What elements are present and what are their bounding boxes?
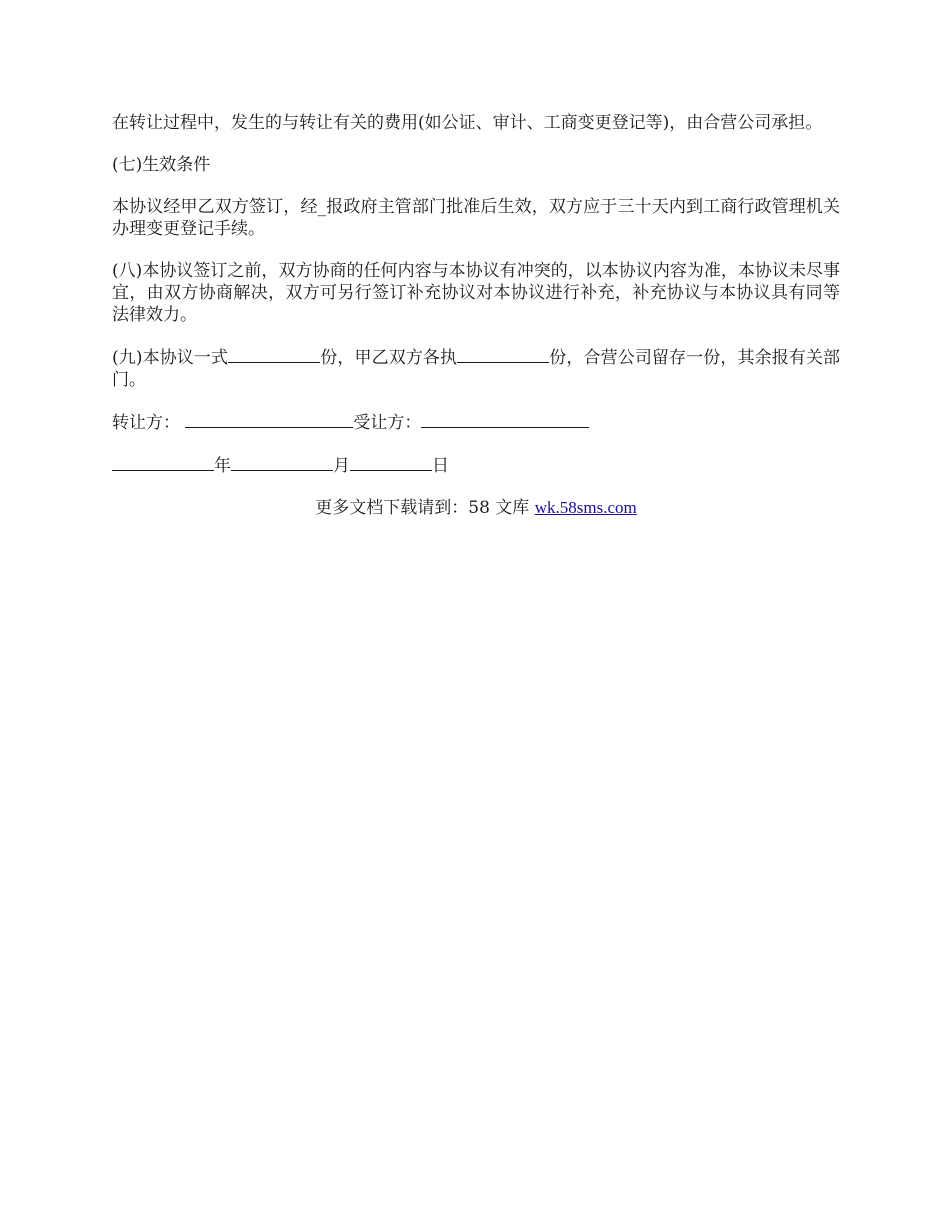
transferee-label: 受让方：: [353, 413, 422, 433]
date-line: [112, 454, 840, 477]
year-label: 年: [214, 456, 231, 476]
paragraph-supplement: (八)本协议签订之前，双方协商的任何内容与本协议有冲突的，以本协议内容为准，本协议未尽事宜，由双方协商解决，双方可另行签订补充协议对本协议进行补充，补充协议与本协议具有同等法律效力。: [112, 261, 840, 325]
copies-each-blank: [457, 346, 549, 363]
paragraph-effective: 本协议经甲乙双方签订，经_报政府主管部门批准后生效，双方应于三十天内到工商行政管理机关办理变更登记手续。: [112, 197, 840, 239]
document-page: [112, 112, 840, 519]
copies-text-2: 份，甲乙双方各执: [320, 348, 458, 368]
day-label: 日: [432, 456, 449, 476]
day-blank: [350, 454, 432, 471]
download-footer: [112, 497, 840, 519]
signature-line: [112, 411, 840, 434]
footer-link[interactable]: wk.58sms.com: [534, 498, 637, 517]
copies-count-blank: [228, 346, 320, 363]
month-blank: [231, 454, 333, 471]
paragraph-copies: [112, 346, 840, 391]
year-blank: [112, 454, 214, 471]
transferee-signature-blank: [421, 411, 589, 428]
transferor-label: 转让方：: [112, 413, 180, 433]
transferor-signature-blank: [185, 411, 353, 428]
section-heading-effective-conditions: (七)生效条件: [112, 155, 211, 175]
footer-text: 更多文档下载请到：58 文库: [315, 498, 535, 518]
copies-text-1: (九)本协议一式: [112, 348, 229, 368]
month-label: 月: [333, 456, 350, 476]
copies-text-3: 份，合营公司留存一份，其余报有关部门。: [112, 348, 841, 390]
paragraph-fees: 在转让过程中，发生的与转让有关的费用(如公证、审计、工商变更登记等)，由合营公司承担。: [112, 113, 823, 133]
